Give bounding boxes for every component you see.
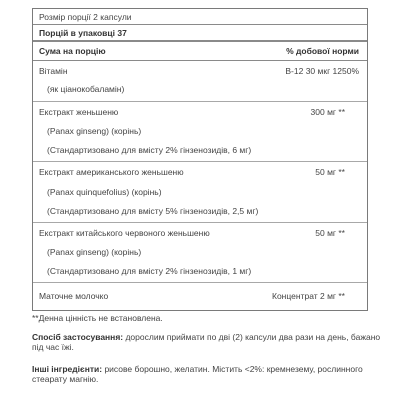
nutrient-amount-red-ginseng: 50 мг ** xyxy=(315,228,345,238)
nutrient-detail: (як ціанокобаламін) xyxy=(47,84,125,94)
serving-size: Розмір порції 2 капсули xyxy=(39,12,132,22)
nutrient-detail: (Стандартизовано для вмісту 2% гінзенозидів, 6 мг) xyxy=(47,145,252,155)
usage-text: дорослим приймати по дві (2) капсули два рази на день, бажано під час їжі. xyxy=(32,332,381,353)
divider-thick xyxy=(33,40,367,42)
ingredients-paragraph xyxy=(32,364,382,384)
nutrient-detail: (Panax ginseng) (корінь) xyxy=(47,247,142,257)
nutrient-amount-ginseng: 300 мг ** xyxy=(310,107,345,117)
ingredients-label: Інші інгредієнти: xyxy=(32,364,103,374)
servings-per-container: Порцій в упаковці 37 xyxy=(39,28,127,38)
ingredients-section xyxy=(32,364,382,384)
nutrient-name-ginseng: Екстракт женьшеню xyxy=(39,107,119,117)
usage-label: Спосіб застосування: xyxy=(32,332,124,342)
nutrient-detail: (Стандартизовано для вмісту 5% гінзенозидів, 2,5 мг) xyxy=(47,206,259,216)
nutrient-amount-vitamin: В-12 30 мкг 1250% xyxy=(285,66,359,76)
divider xyxy=(33,222,367,223)
nutrient-name-royal-jelly: Маточне молочко xyxy=(39,291,109,301)
nutrient-amount-american-ginseng: 50 мг ** xyxy=(315,167,345,177)
usage-section xyxy=(32,332,382,352)
nutrient-detail: (Panax ginseng) (корінь) xyxy=(47,126,142,136)
nutrient-name-red-ginseng: Екстракт китайського червоного женьшеню xyxy=(39,228,210,238)
ingredients-text: рисове борошно, желатин. Містить <2%: кремнезему, рослинного стеарату магнію. xyxy=(32,364,363,385)
column-header-amount: Сума на порцію xyxy=(39,46,106,56)
nutrient-detail: (Panax quinquefolius) (корінь) xyxy=(47,187,162,197)
supplement-facts-panel xyxy=(32,8,368,311)
divider xyxy=(33,101,367,102)
usage-paragraph xyxy=(32,332,382,352)
nutrient-detail: (Стандартизовано для вмісту 2% гінзенозидів, 1 мг) xyxy=(47,266,252,276)
divider xyxy=(33,282,367,283)
nutrient-name-american-ginseng: Екстракт американського женьшеню xyxy=(39,167,184,177)
divider xyxy=(33,161,367,162)
divider xyxy=(33,60,367,61)
footnote: **Денна цінність не встановлена. xyxy=(32,313,163,323)
nutrient-amount-royal-jelly: Концентрат 2 мг ** xyxy=(272,291,345,301)
divider xyxy=(33,24,367,25)
column-header-daily-value: % добової норми xyxy=(286,46,359,56)
notes-section xyxy=(32,313,382,323)
nutrient-name-vitamin: Вітамін xyxy=(39,66,68,76)
